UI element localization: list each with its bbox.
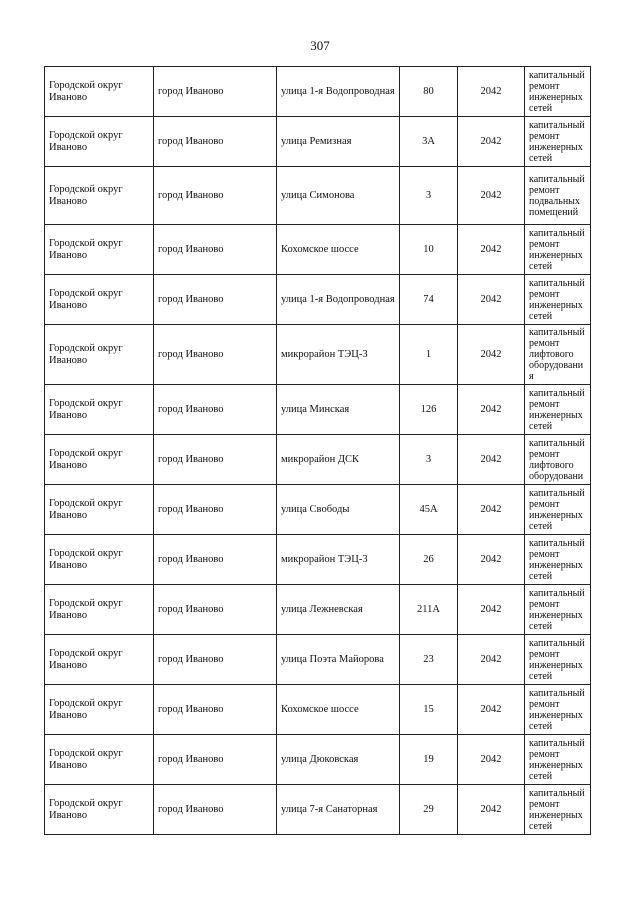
street-cell: улица Лежневская [277,585,400,635]
street-cell: улица 1-я Водопроводная [277,275,400,325]
district-cell: Городской округ Иваново [45,485,154,535]
house-number-cell: 126 [400,385,458,435]
year-cell: 2042 [458,67,525,117]
table-row [45,485,591,535]
year-cell: 2042 [458,585,525,635]
year-cell: 2042 [458,275,525,325]
street-cell: улица Дюковская [277,735,400,785]
work-type-cell: капитальный ремонт инженерных сетей [525,485,591,535]
city-cell: город Иваново [154,785,277,835]
year-cell: 2042 [458,535,525,585]
table-row [45,325,591,385]
house-number-cell: 1 [400,325,458,385]
house-number-cell: 15 [400,685,458,735]
work-type-cell: капитальный ремонт инженерных сетей [525,385,591,435]
district-cell: Городской округ Иваново [45,325,154,385]
table-row [45,535,591,585]
street-cell: улица 7-я Санаторная [277,785,400,835]
table-body [45,67,591,835]
city-cell: город Иваново [154,685,277,735]
work-type-cell: капитальный ремонт лифтового оборудования [525,325,591,385]
year-cell: 2042 [458,117,525,167]
table-row [45,117,591,167]
street-cell: микрорайон ТЭЦ-3 [277,535,400,585]
year-cell: 2042 [458,167,525,225]
city-cell: город Иваново [154,535,277,585]
district-cell: Городской округ Иваново [45,585,154,635]
house-number-cell: 26 [400,535,458,585]
table-row [45,685,591,735]
work-type-cell: капитальный ремонт лифтового оборудовани [525,435,591,485]
work-type-cell: капитальный ремонт инженерных сетей [525,67,591,117]
work-type-cell: капитальный ремонт инженерных сетей [525,225,591,275]
house-number-cell: 10 [400,225,458,275]
district-cell: Городской округ Иваново [45,67,154,117]
year-cell: 2042 [458,485,525,535]
city-cell: город Иваново [154,585,277,635]
city-cell: город Иваново [154,117,277,167]
year-cell: 2042 [458,685,525,735]
year-cell: 2042 [458,325,525,385]
street-cell: улица Свободы [277,485,400,535]
year-cell: 2042 [458,785,525,835]
city-cell: город Иваново [154,735,277,785]
work-type-cell: капитальный ремонт инженерных сетей [525,685,591,735]
table-row [45,225,591,275]
district-cell: Городской округ Иваново [45,275,154,325]
house-number-cell: 80 [400,67,458,117]
year-cell: 2042 [458,385,525,435]
city-cell: город Иваново [154,67,277,117]
work-type-cell: капитальный ремонт инженерных сетей [525,535,591,585]
street-cell: улица Поэта Майорова [277,635,400,685]
work-type-cell: капитальный ремонт инженерных сетей [525,785,591,835]
table-row [45,385,591,435]
district-cell: Городской округ Иваново [45,535,154,585]
work-type-cell: капитальный ремонт инженерных сетей [525,735,591,785]
street-cell: микрорайон ТЭЦ-3 [277,325,400,385]
work-type-cell: капитальный ремонт инженерных сетей [525,275,591,325]
year-cell: 2042 [458,435,525,485]
work-type-cell: капитальный ремонт подвальных помещений [525,167,591,225]
district-cell: Городской округ Иваново [45,635,154,685]
district-cell: Городской округ Иваново [45,385,154,435]
city-cell: город Иваново [154,385,277,435]
street-cell: улица Ремизная [277,117,400,167]
city-cell: город Иваново [154,325,277,385]
street-cell: улица 1-я Водопроводная [277,67,400,117]
city-cell: город Иваново [154,275,277,325]
house-number-cell: 3А [400,117,458,167]
house-number-cell: 74 [400,275,458,325]
repair-schedule-table [44,66,591,835]
house-number-cell: 29 [400,785,458,835]
district-cell: Городской округ Иваново [45,735,154,785]
table-row [45,635,591,685]
table-row [45,435,591,485]
street-cell: улица Симонова [277,167,400,225]
house-number-cell: 211А [400,585,458,635]
table-row [45,785,591,835]
page-number: 307 [310,38,330,53]
house-number-cell: 3 [400,167,458,225]
city-cell: город Иваново [154,435,277,485]
house-number-cell: 3 [400,435,458,485]
street-cell: Кохомское шоссе [277,225,400,275]
district-cell: Городской округ Иваново [45,167,154,225]
work-type-cell: капитальный ремонт инженерных сетей [525,635,591,685]
table-row [45,67,591,117]
city-cell: город Иваново [154,485,277,535]
house-number-cell: 19 [400,735,458,785]
district-cell: Городской округ Иваново [45,685,154,735]
city-cell: город Иваново [154,167,277,225]
district-cell: Городской округ Иваново [45,785,154,835]
work-type-cell: капитальный ремонт инженерных сетей [525,117,591,167]
year-cell: 2042 [458,635,525,685]
city-cell: город Иваново [154,635,277,685]
table-row [45,735,591,785]
district-cell: Городской округ Иваново [45,435,154,485]
city-cell: город Иваново [154,225,277,275]
year-cell: 2042 [458,225,525,275]
table-row [45,585,591,635]
work-type-cell: капитальный ремонт инженерных сетей [525,585,591,635]
street-cell: улица Минская [277,385,400,435]
house-number-cell: 23 [400,635,458,685]
district-cell: Городской округ Иваново [45,117,154,167]
year-cell: 2042 [458,735,525,785]
district-cell: Городской округ Иваново [45,225,154,275]
table-row [45,167,591,225]
house-number-cell: 45А [400,485,458,535]
street-cell: Кохомское шоссе [277,685,400,735]
street-cell: микрорайон ДСК [277,435,400,485]
table-row [45,275,591,325]
